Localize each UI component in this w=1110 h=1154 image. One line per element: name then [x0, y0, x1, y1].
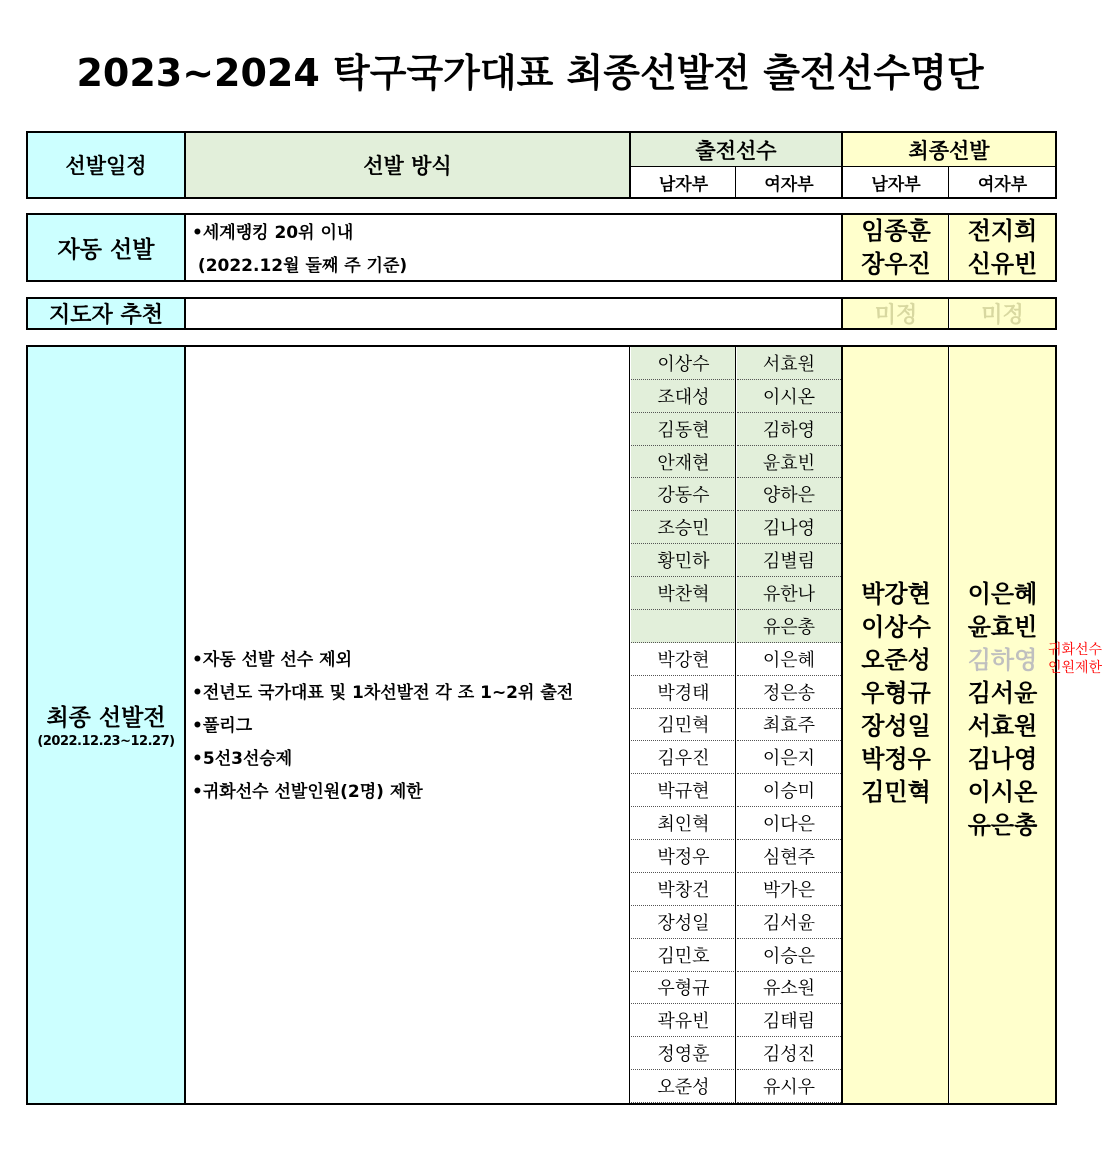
final-men-2: 이상수 [861, 613, 931, 641]
entrant-women-17: 박가은 [737, 873, 841, 906]
trial-line-5: •귀화선수 선발인원(2명) 제한 [192, 782, 423, 802]
entrant-women-20: 유소원 [737, 972, 841, 1005]
entrant-women-11: 정은송 [737, 676, 841, 709]
auto-final-women [950, 215, 1055, 280]
entrant-men-18: 장성일 [631, 906, 736, 939]
coach-label: 지도자 추천 [28, 299, 184, 328]
final-women-1: 이은혜 [967, 580, 1038, 608]
entrant-men-14: 박규현 [631, 774, 736, 807]
naturalized-note-line-1: 귀화선수 [1047, 642, 1103, 658]
header-entrants-women: 여자부 [764, 174, 814, 195]
entrant-women-2: 이시온 [737, 380, 841, 413]
entrant-men-4: 안재현 [631, 446, 736, 479]
entrant-women-13: 이은지 [737, 741, 841, 774]
entrant-men-8: 박찬혁 [631, 577, 736, 610]
header-method: 선발 방식 [186, 133, 629, 197]
auto-final-women-1: 전지희 [967, 216, 1038, 245]
auto-selection-line-2: (2022.12월 둘째 주 기준) [192, 256, 408, 276]
entrant-men-15: 최인혁 [631, 807, 736, 840]
entrant-women-9: 유은총 [737, 610, 841, 643]
entrant-men-11: 박경태 [631, 676, 736, 709]
auto-selection-label: 자동 선발 [28, 215, 184, 280]
entrant-men-12: 김민혁 [631, 709, 736, 742]
final-men-4: 우형규 [861, 679, 931, 707]
header-entrants-men: 남자부 [658, 174, 709, 195]
entrant-men-22: 정영훈 [631, 1037, 736, 1070]
final-men-3: 오준성 [861, 646, 931, 674]
entrant-men-21: 곽유빈 [631, 1004, 736, 1037]
entrant-men-7: 황민하 [631, 544, 736, 577]
entrant-women-10: 이은혜 [737, 643, 841, 676]
auto-selection-line-1: •세계랭킹 20위 이내 [192, 223, 354, 243]
entrant-men-19: 김민호 [631, 939, 736, 972]
final-women-6: 김나영 [967, 745, 1038, 773]
entrant-women-1: 서효원 [737, 347, 841, 380]
trial-entrants-men [631, 347, 736, 1103]
coach-final-women: 미정 [950, 299, 1055, 328]
entrant-women-23: 유시우 [737, 1070, 841, 1103]
entrant-women-18: 김서윤 [737, 906, 841, 939]
trial-line-3: •풀리그 [192, 716, 253, 736]
entrant-women-12: 최효주 [737, 709, 841, 742]
entrant-women-19: 이승은 [737, 939, 841, 972]
trial-row [26, 345, 1103, 1105]
trial-line-2: •전년도 국가대표 및 1차선발전 각 조 1~2위 출전 [192, 683, 574, 703]
final-women-5: 서효원 [967, 712, 1038, 740]
coach-row [26, 297, 1057, 330]
auto-selection-row [26, 213, 1057, 282]
entrant-women-16: 심현주 [737, 840, 841, 873]
entrant-men-6: 조승민 [631, 511, 736, 544]
entrant-men-3: 김동현 [631, 413, 736, 446]
entrant-men-20: 우형규 [631, 972, 736, 1005]
final-men-7: 김민혁 [861, 778, 931, 806]
final-men-6: 박정우 [861, 745, 931, 773]
header-final-women: 여자부 [977, 174, 1028, 195]
entrant-women-14: 이승미 [737, 774, 841, 807]
entrant-men-9 [631, 610, 736, 643]
entrant-women-4: 윤효빈 [737, 446, 841, 479]
auto-final-men-1: 임종훈 [861, 216, 931, 245]
entrant-men-5: 강동수 [631, 478, 736, 511]
auto-final-women-2: 신유빈 [967, 249, 1038, 278]
header-schedule: 선발일정 [28, 133, 184, 197]
entrant-women-21: 김태림 [737, 1004, 841, 1037]
trial-entrants-women [737, 347, 841, 1103]
final-men-5: 장성일 [861, 712, 931, 740]
entrant-women-7: 김별림 [737, 544, 841, 577]
trial-final-men [843, 347, 949, 1103]
auto-final-men-2: 장우진 [861, 249, 931, 278]
coach-final-men: 미정 [843, 299, 949, 328]
entrant-men-2: 조대성 [631, 380, 736, 413]
entrant-men-13: 김우진 [631, 741, 736, 774]
final-women-2: 윤효빈 [967, 613, 1038, 641]
naturalized-note-line-2: 인원제한 [1047, 660, 1103, 676]
entrant-women-6: 김나영 [737, 511, 841, 544]
trial-label-cell [28, 347, 184, 1103]
entrant-women-15: 이다은 [737, 807, 841, 840]
entrant-men-23: 오준성 [631, 1070, 736, 1103]
final-men-1: 박강현 [861, 580, 931, 608]
header-table [26, 131, 1057, 199]
trial-line-1: •자동 선발 선수 제외 [192, 650, 352, 670]
final-women-3: 김하영 [967, 646, 1038, 674]
entrant-women-5: 양하은 [737, 478, 841, 511]
trial-line-4: •5선3선승제 [192, 749, 293, 769]
entrant-men-17: 박창건 [631, 873, 736, 906]
header-final-men: 남자부 [871, 174, 921, 195]
entrant-men-10: 박강현 [631, 643, 736, 676]
page-title: 2023~2024 탁구국가대표 최종선발전 출전선수명단 [76, 51, 984, 95]
entrant-men-1: 이상수 [631, 347, 736, 380]
entrant-men-16: 박정우 [631, 840, 736, 873]
trial-dates: (2022.12.23~12.27) [37, 733, 175, 749]
trial-final-women [950, 347, 1055, 1103]
naturalized-note [1035, 641, 1110, 677]
final-women-7: 이시온 [967, 778, 1038, 806]
header-final: 최종선발 [843, 133, 1055, 166]
entrant-women-22: 김성진 [737, 1037, 841, 1070]
entrant-women-3: 김하영 [737, 413, 841, 446]
trial-label: 최종 선발전 [46, 704, 166, 731]
final-women-4: 김서윤 [967, 679, 1038, 707]
auto-final-men [843, 215, 949, 280]
final-women-8: 유은총 [967, 811, 1038, 839]
entrant-women-8: 유한나 [737, 577, 841, 610]
header-entrants: 출전선수 [631, 133, 841, 166]
